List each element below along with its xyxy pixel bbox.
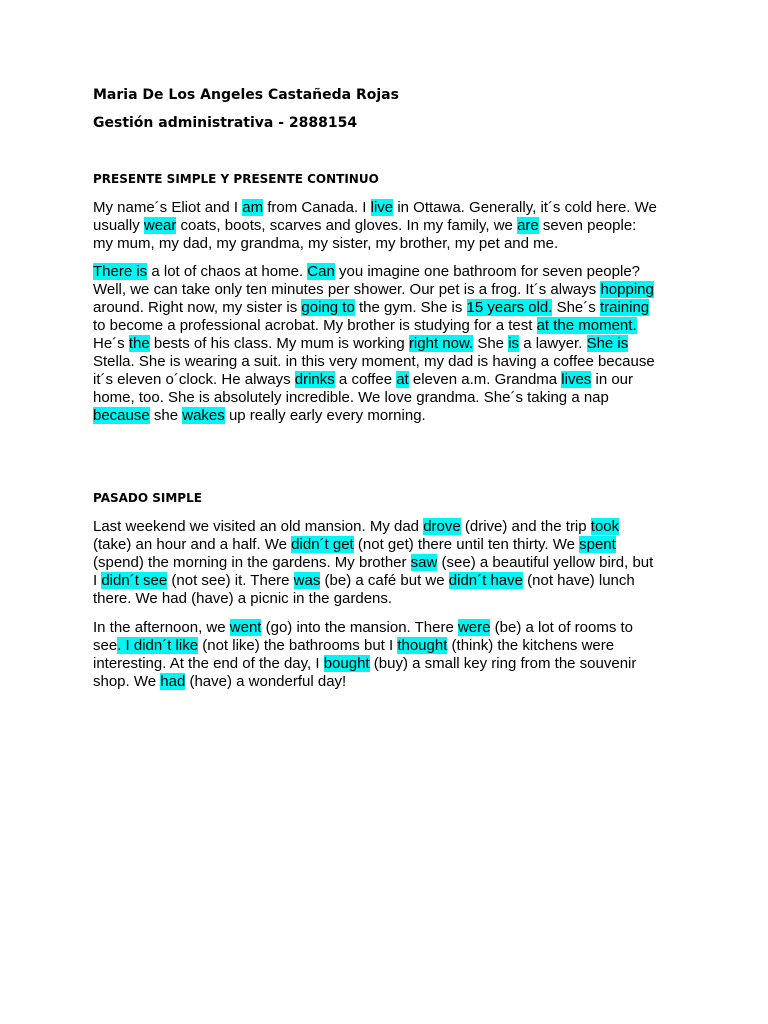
text-run: bests of his class. My mum is working: [149, 335, 409, 352]
highlighted-word: are: [517, 217, 539, 234]
text-run: (not get) there until ten thirty. We: [353, 536, 580, 553]
text-run: My name´s Eliot and I: [93, 199, 243, 216]
text-run: my mum, my dad, my grandma, my sister, my brother, my pet and me.: [93, 235, 559, 252]
course-title: Gestión administrativa - 2888154: [93, 115, 358, 131]
highlighted-word: Can: [307, 263, 335, 280]
highlighted-word: wear: [143, 217, 177, 234]
text-run: (not have) lunch: [522, 572, 635, 589]
text-run: seven people:: [538, 217, 637, 234]
highlighted-word: went: [229, 619, 262, 636]
text-line: [93, 673, 733, 691]
paragraph: [93, 263, 733, 425]
text-line: [93, 407, 733, 425]
text-run: (not like) the bathrooms but I: [198, 637, 398, 654]
text-run: the gym. She is: [354, 299, 467, 316]
text-run: (not see) it. There: [167, 572, 294, 589]
paragraph: [93, 619, 733, 691]
text-line: [93, 317, 733, 335]
highlighted-word: There is: [93, 263, 148, 280]
highlighted-word: because: [93, 407, 150, 424]
highlighted-word: bought: [323, 655, 370, 672]
highlighted-word: She is: [586, 335, 629, 352]
text-run: a lawyer.: [519, 335, 587, 352]
text-run: (have) a wonderful day!: [185, 673, 347, 690]
text-line: [93, 299, 733, 317]
highlighted-word: didn´t have: [448, 572, 523, 589]
highlighted-word: training: [599, 299, 650, 316]
text-run: In the afternoon, we: [93, 619, 230, 636]
highlighted-word: the: [128, 335, 150, 352]
text-line: [93, 281, 733, 299]
text-run: shop. We: [93, 673, 161, 690]
highlighted-word: saw: [410, 554, 438, 571]
highlighted-word: lives: [561, 371, 592, 388]
text-line: [93, 590, 733, 608]
text-run: interesting. At the end of the day, I: [93, 655, 324, 672]
author-name: Maria De Los Angeles Castañeda Rojas: [93, 87, 399, 103]
highlighted-word: was: [293, 572, 321, 589]
text-run: She´s: [552, 299, 600, 316]
text-line: [93, 199, 733, 217]
text-run: Well, we can take only ten minutes per shower. Our pet is a frog. It´s always: [93, 281, 601, 298]
text-line: [93, 554, 733, 572]
text-run: a coffee: [334, 371, 397, 388]
highlighted-word: right now.: [408, 335, 474, 352]
text-run: (be) a lot of rooms to: [490, 619, 634, 636]
text-run: (go) into the mansion. There: [261, 619, 458, 636]
paragraph: [93, 518, 733, 608]
text-run: a lot of chaos at home.: [147, 263, 308, 280]
text-line: [93, 637, 733, 655]
text-run: He´s: [93, 335, 129, 352]
text-run: (spend) the morning in the gardens. My brother: [93, 554, 411, 571]
highlighted-word: had: [160, 673, 186, 690]
highlighted-word: thought: [397, 637, 448, 654]
highlighted-word: am: [242, 199, 264, 216]
text-run: eleven a.m. Grandma: [408, 371, 562, 388]
text-line: [93, 353, 733, 371]
text-line: [93, 389, 733, 407]
text-run: from Canada. I: [263, 199, 371, 216]
text-run: Last weekend we visited an old mansion. My dad: [93, 518, 424, 535]
highlighted-word: drinks: [294, 371, 335, 388]
text-run: it´s eleven o´clock. He always: [93, 371, 295, 388]
text-run: Stella. She is wearing a suit. in this very moment, my dad is having a coffee because: [93, 353, 655, 370]
text-line: [93, 335, 733, 353]
highlighted-word: took: [590, 518, 620, 535]
highlighted-word: live: [370, 199, 394, 216]
highlighted-word: . I didn´t like: [117, 637, 199, 654]
highlighted-word: didn´t get: [291, 536, 354, 553]
highlighted-word: at: [396, 371, 409, 388]
text-line: [93, 619, 733, 637]
highlighted-word: at the moment.: [536, 317, 637, 334]
text-run: usually: [93, 217, 144, 234]
text-run: to become a professional acrobat. My brother is studying for a test: [93, 317, 537, 334]
text-line: [93, 235, 733, 253]
text-line: [93, 518, 733, 536]
text-run: (see) a beautiful yellow bird, but: [437, 554, 654, 571]
highlighted-word: drove: [423, 518, 461, 535]
text-line: [93, 655, 733, 673]
text-line: [93, 217, 733, 235]
text-run: around. Right now, my sister is: [93, 299, 302, 316]
text-run: home, too. She is absolutely incredible. We love grandma. She´s taking a nap: [93, 389, 609, 406]
text-run: coats, boots, scarves and gloves. In my family, we: [176, 217, 518, 234]
text-run: (think) the kitchens were: [447, 637, 615, 654]
text-run: (drive) and the trip: [460, 518, 591, 535]
text-run: (take) an hour and a half. We: [93, 536, 292, 553]
section-title-past: PASADO SIMPLE: [93, 491, 202, 505]
text-run: I: [93, 572, 102, 589]
text-run: (be) a café but we: [320, 572, 449, 589]
text-run: (buy) a small key ring from the souvenir: [369, 655, 637, 672]
text-line: [93, 263, 733, 281]
text-run: up really early every morning.: [224, 407, 426, 424]
section-title-present: PRESENTE SIMPLE Y PRESENTE CONTINUO: [93, 172, 379, 186]
text-run: in our: [591, 371, 634, 388]
text-line: [93, 371, 733, 389]
text-run: in Ottawa. Generally, it´s cold here. We: [393, 199, 657, 216]
text-run: you imagine one bathroom for seven people?: [334, 263, 641, 280]
text-run: She: [473, 335, 509, 352]
highlighted-word: spent: [579, 536, 616, 553]
highlighted-word: is: [508, 335, 520, 352]
text-line: [93, 536, 733, 554]
text-line: [93, 572, 733, 590]
text-run: see: [93, 637, 118, 654]
highlighted-word: wakes: [182, 407, 225, 424]
highlighted-word: 15 years old.: [466, 299, 553, 316]
text-run: there. We had (have) a picnic in the gardens.: [93, 590, 393, 607]
paragraph: [93, 199, 733, 253]
highlighted-word: hopping: [600, 281, 654, 298]
highlighted-word: were: [457, 619, 491, 636]
highlighted-word: didn´t see: [101, 572, 168, 589]
highlighted-word: going to: [301, 299, 355, 316]
text-run: she: [149, 407, 183, 424]
